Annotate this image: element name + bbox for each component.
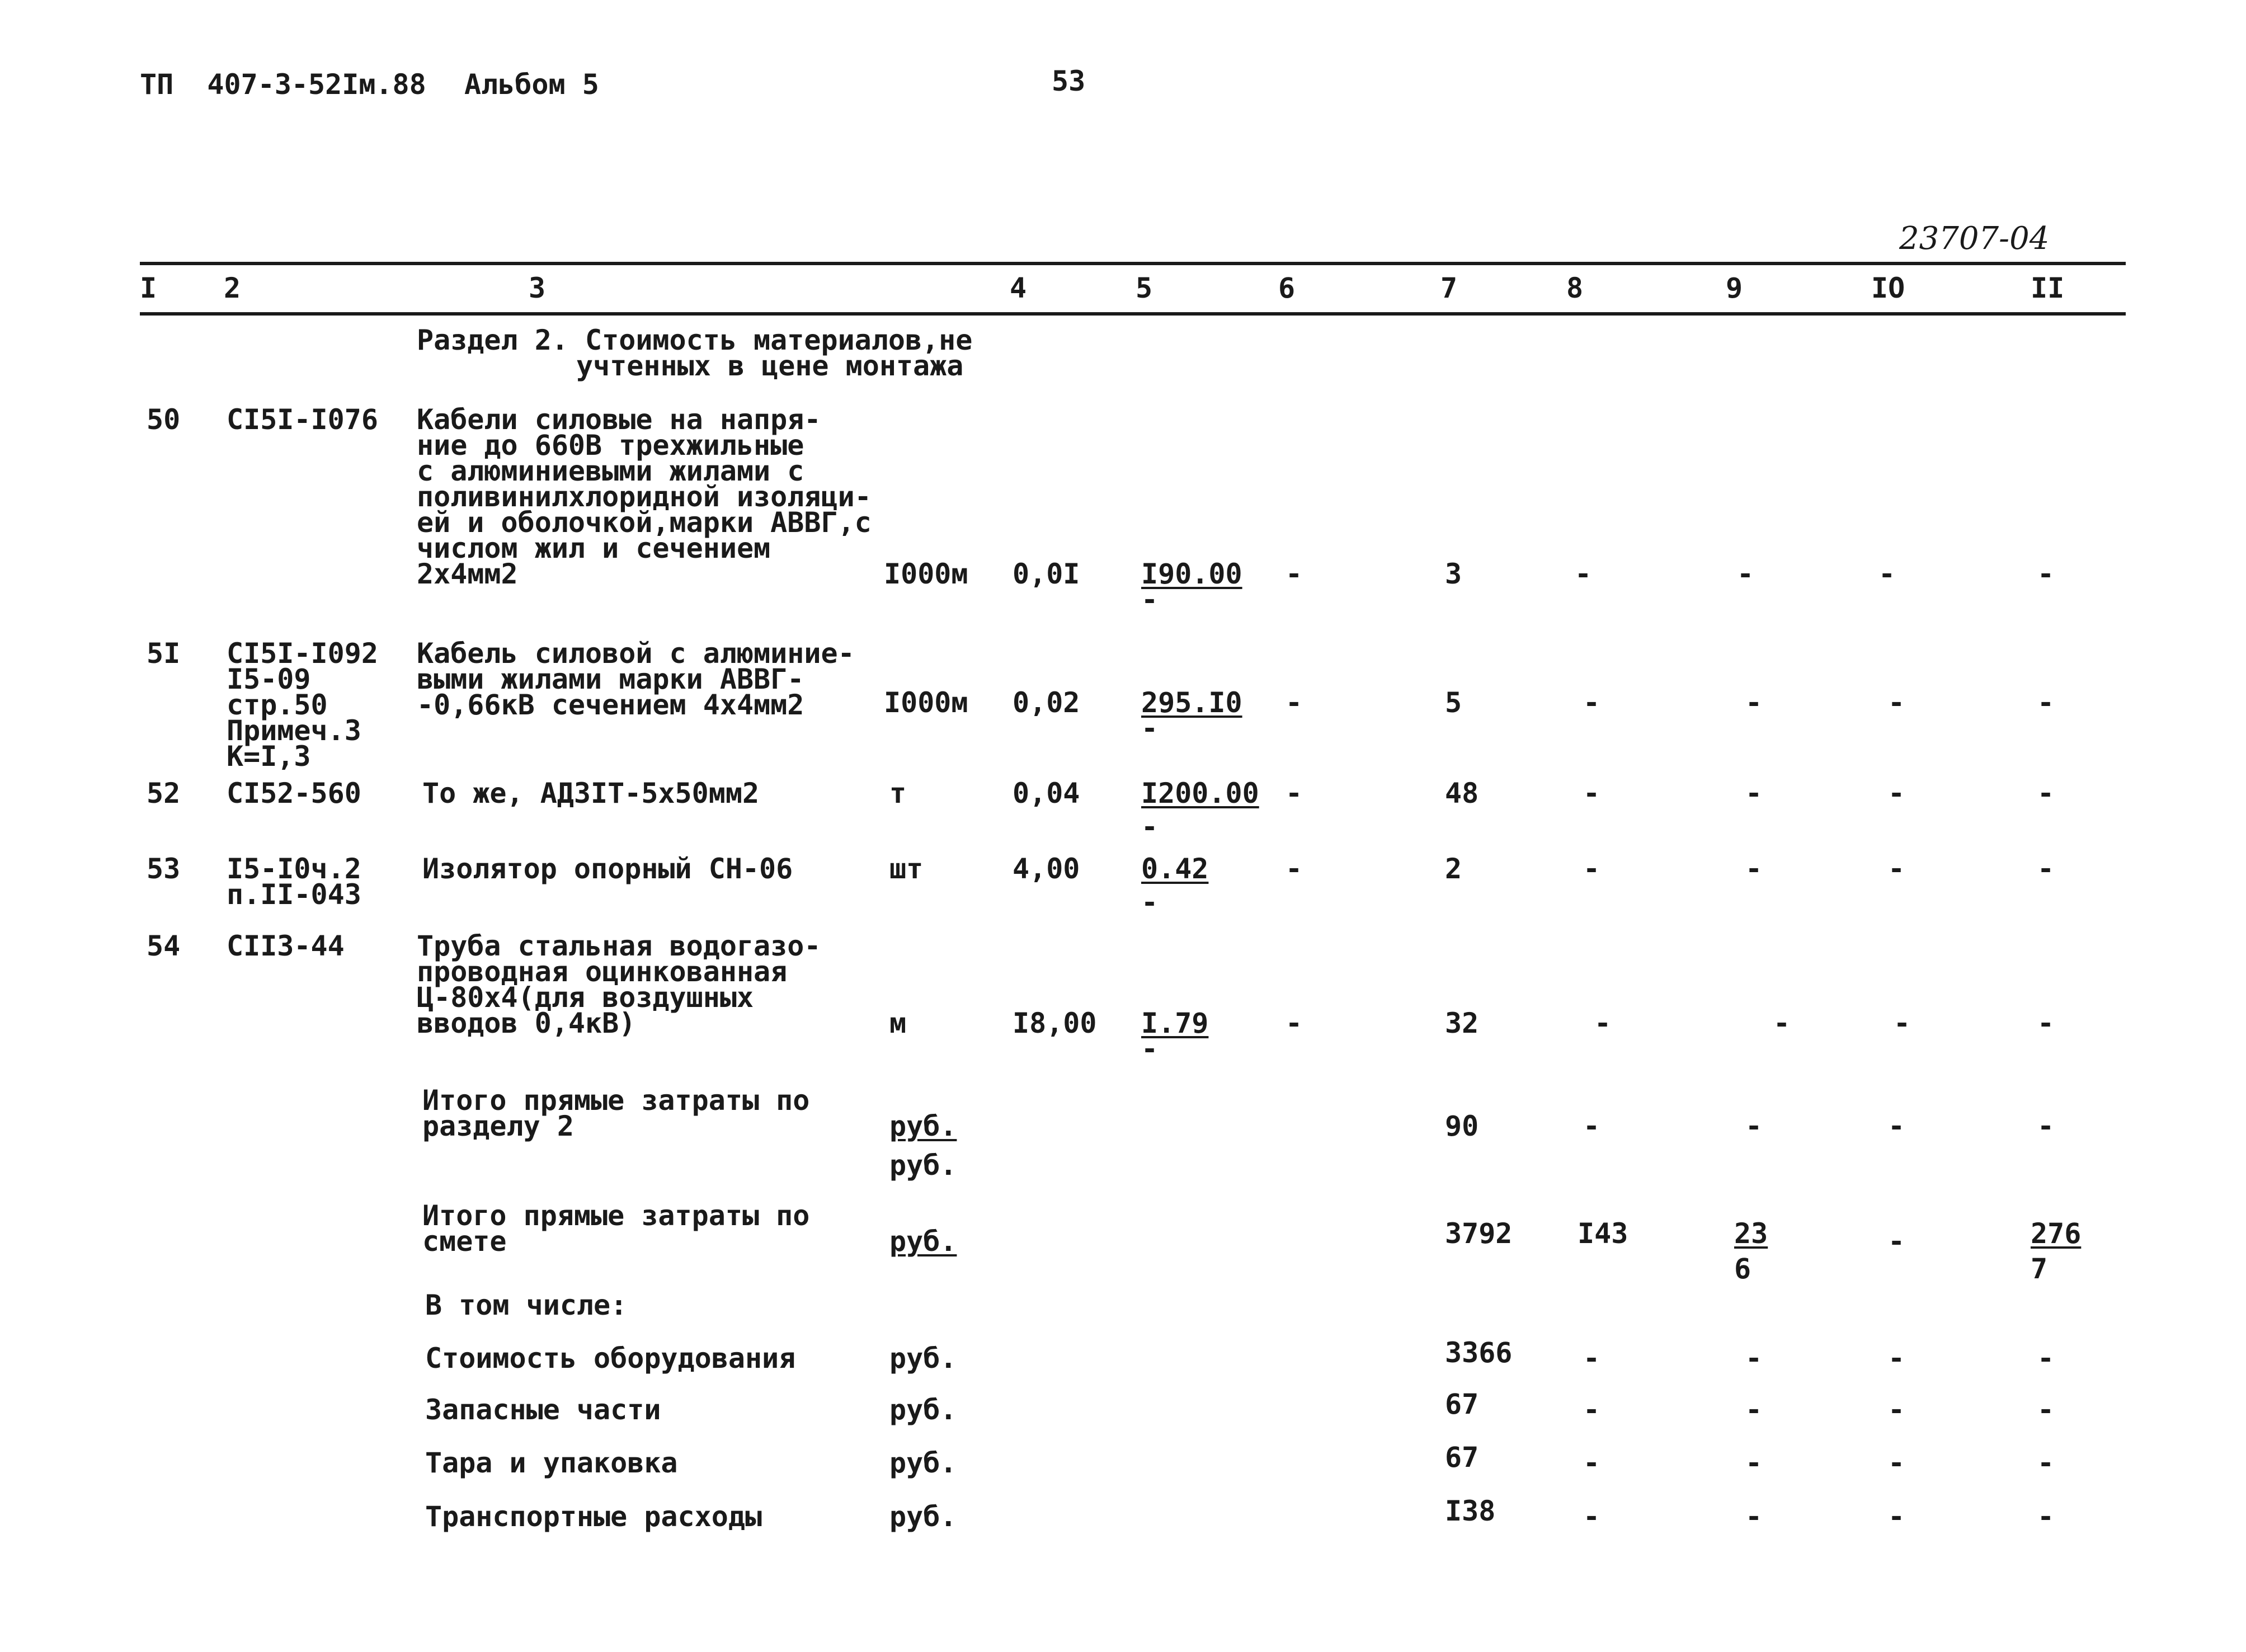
item-description: 2х4мм2 [417,558,518,590]
item-description: То же, АДЗIT-5х50мм2 [422,777,760,809]
including-label: В том числе: [425,1289,628,1321]
total-label: смете [422,1225,507,1258]
col11-value-top: 276 [2031,1217,2082,1250]
col8-value: - [1594,1007,1612,1039]
quantity: 0,0I [1013,558,1080,590]
unit: I000м [884,558,968,590]
unit: руб. [889,1447,957,1479]
col10-value: - [1888,686,1905,719]
total-label: Итого прямые затраты по [422,1084,810,1117]
col8-value: - [1583,1394,1600,1426]
column-header: 4 [1010,272,1027,304]
column-header: 5 [1136,272,1153,304]
section-title: Раздел 2. Стоимость материалов,не [417,324,973,356]
handwritten-code: 23707-04 [1899,220,2050,257]
unit-price: I.79 [1141,1007,1209,1039]
item-description: Изолятор опорный СН-06 [422,853,793,885]
table-header-rule [140,312,2126,316]
col9-value: - [1737,558,1754,590]
col8-value: - [1583,853,1600,885]
item-code: К=I,3 [227,740,311,773]
row-number: 54 [147,930,181,962]
total-cost: I38 [1445,1495,1496,1527]
col6-value: - [1286,777,1303,809]
item-description: Кабели силовые на напря- [417,403,821,436]
col9-value-bottom: 6 [1734,1253,1751,1285]
unit-price-sub: - [1141,1033,1159,1065]
album-label: Альбом 5 [464,68,599,101]
item-description: Труба стальная водогазо- [417,930,821,962]
row-number: 53 [147,853,181,885]
col8-value: - [1583,1110,1600,1142]
col11-value: - [2037,558,2055,590]
quantity: 4,00 [1013,853,1080,885]
item-code: стр.50 [227,689,328,721]
col11-value-bottom: 7 [2031,1253,2048,1285]
col11-value: - [2037,1500,2055,1533]
unit: руб. [889,1225,957,1258]
column-header: 7 [1440,272,1458,304]
item-description: ние до 660В трехжильные [417,429,804,462]
breakdown-label: Стоимость оборудования [425,1342,796,1375]
breakdown-label: Транспортные расходы [425,1500,762,1533]
unit: м [889,1007,907,1039]
total-cost: 3366 [1445,1336,1513,1369]
item-code: CI5I-I092 [227,637,378,670]
section-subtitle: учтенных в цене монтажа [576,350,964,382]
total-cost: 67 [1445,1388,1479,1420]
column-header: 9 [1726,272,1743,304]
column-header: IO [1871,272,1905,304]
column-header: 8 [1566,272,1584,304]
col6-value: - [1286,853,1303,885]
unit-price: I200.00 [1141,777,1259,809]
col10-value: - [1888,777,1905,809]
col11-value: - [2037,1447,2055,1479]
item-code: CII3-44 [227,930,345,962]
item-description: поливинилхлоридной изоляци- [417,481,872,513]
unit-price-sub: - [1141,886,1159,919]
col9-value: - [1745,1447,1763,1479]
total-cost: 5 [1445,686,1462,719]
col11-value: - [2037,686,2055,719]
col10-value: - [1888,853,1905,885]
total-cost: 48 [1445,777,1479,809]
total-cost: 2 [1445,853,1462,885]
total-label: Итого прямые затраты по [422,1199,810,1232]
item-description: Кабель силовой с алюминие- [417,637,855,670]
item-code: CI52-560 [227,777,361,809]
col11-value: - [2037,777,2055,809]
quantity: I8,00 [1013,1007,1097,1039]
col8-value: - [1583,1342,1600,1375]
total-cost: 32 [1445,1007,1479,1039]
col9-value: - [1745,853,1763,885]
unit: шт [889,853,924,885]
col6-value: - [1286,1007,1303,1039]
col11-value: - [2037,1342,2055,1375]
item-description: числом жил и сечением [417,532,771,564]
item-code: I5-I0ч.2 [227,853,361,885]
item-code: CI5I-I076 [227,403,378,436]
col10-value: - [1888,1342,1905,1375]
col8-value: - [1583,686,1600,719]
col9-value: - [1745,777,1763,809]
total-cost: 67 [1445,1441,1479,1474]
unit: руб. [889,1149,957,1182]
item-code: Примеч.3 [227,714,361,747]
document-code: ТП 407-3-52Iм.88 [140,68,426,101]
col10-value: - [1888,1394,1905,1426]
item-description: вводов 0,4кВ) [417,1007,636,1039]
col10-value: - [1888,1110,1905,1142]
col8-value: I43 [1578,1217,1628,1250]
unit: руб. [889,1110,957,1142]
col11-value: - [2037,1394,2055,1426]
col6-value: - [1286,558,1303,590]
col10-value: - [1888,1225,1905,1258]
column-header: II [2031,272,2065,304]
total-cost: 3792 [1445,1217,1513,1250]
quantity: 0,04 [1013,777,1080,809]
unit: I000м [884,686,968,719]
unit-price: 295.I0 [1141,686,1242,719]
col9-value: - [1745,1394,1763,1426]
item-code: п.II-043 [227,878,361,911]
col9-value: - [1745,1342,1763,1375]
col9-value: - [1745,1110,1763,1142]
unit: руб. [889,1394,957,1426]
column-header: I [140,272,157,304]
col9-value: - [1773,1007,1791,1039]
column-header: 2 [224,272,241,304]
col11-value: - [2037,1110,2055,1142]
col8-value: - [1583,777,1600,809]
col8-value: - [1583,1447,1600,1479]
item-description: -0,66кВ сечением 4х4мм2 [417,689,804,721]
unit: руб. [889,1342,957,1375]
item-description: ей и оболочкой,марки АВВГ,с [417,506,872,539]
col10-value: - [1888,1500,1905,1533]
col8-value: - [1575,558,1592,590]
col6-value: - [1286,686,1303,719]
unit-price: 0.42 [1141,853,1209,885]
unit: руб. [889,1500,957,1533]
quantity: 0,02 [1013,686,1080,719]
column-header: 6 [1278,272,1296,304]
col11-value: - [2037,1007,2055,1039]
item-description: выми жилами марки АВВГ- [417,663,804,695]
item-description: Ц-80х4(для воздушных [417,981,754,1014]
total-label: разделу 2 [422,1110,574,1142]
unit: т [889,777,907,809]
item-description: проводная оцинкованная [417,956,788,988]
table-top-rule [140,262,2126,265]
col9-value: - [1745,1500,1763,1533]
item-description: с алюминиевыми жилами с [417,455,804,487]
breakdown-label: Тара и упаковка [425,1447,678,1479]
col9-value-top: 23 [1734,1217,1768,1250]
row-number: 52 [147,777,181,809]
row-number: 5I [147,637,181,670]
total-cost: 90 [1445,1110,1479,1142]
col10-value: - [1894,1007,1911,1039]
column-header: 3 [529,272,546,304]
total-cost: 3 [1445,558,1462,590]
col10-value: - [1878,558,1896,590]
col10-value: - [1888,1447,1905,1479]
unit-price-sub: - [1141,712,1159,745]
col8-value: - [1583,1500,1600,1533]
col11-value: - [2037,853,2055,885]
unit-price-sub: - [1141,811,1159,843]
unit-price: I90.00 [1141,558,1242,590]
unit-price-sub: - [1141,583,1159,616]
row-number: 50 [147,403,181,436]
item-code: I5-09 [227,663,311,695]
breakdown-label: Запасные части [425,1394,661,1426]
col9-value: - [1745,686,1763,719]
page-number: 53 [1052,65,1086,97]
